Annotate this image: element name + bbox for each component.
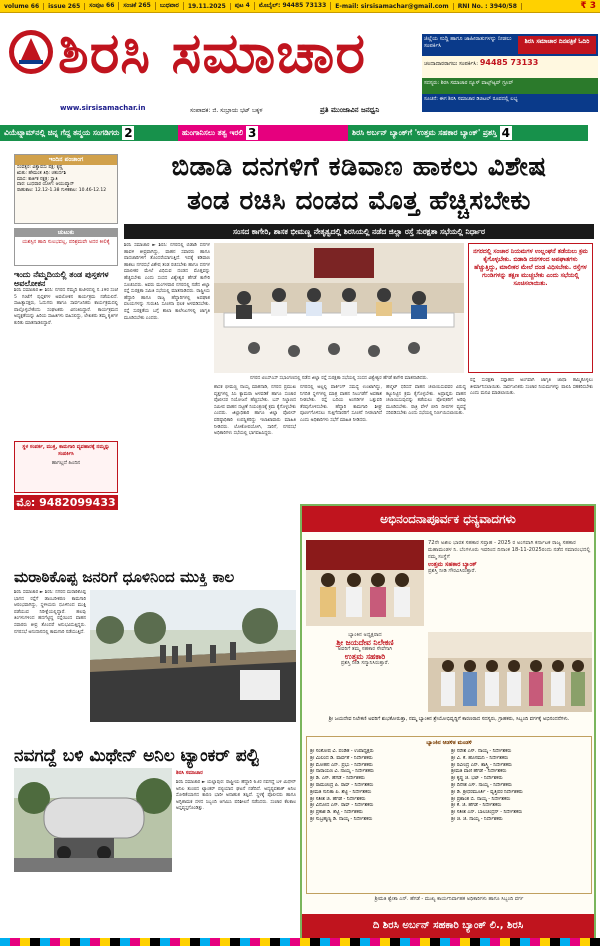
board-list-right [451, 749, 588, 824]
main-story-column-4: ಹೆಲ್ಮೆಟ್ ಧರಿಸದೆ ವಾಹನ ಚಲಾಯಿಸುವವರ ವಿರುದ್ಧ ಕಟ್ಟುನಿಟ್ಟಿನ ಕ್ರಮ ಕೈಗೊಳ್ಳಬೇಕು. ಅಪ್ರಾಪ್ತರು ವಾಹನ ಚಲಾಯಿಸುವುದನ್ನು ತಡೆಯಲು ಪೋಷಕರಿಗೆ ಅರಿವು ಮೂಡಿಸಬೇಕು. ರಾತ್ರಿ ವೇಳೆ ಬೀದಿ ದೀಪಗಳ ವ್ಯವಸ್ಥೆ ಸರಿಪಡಿಸಬೇಕು ಎಂದು ಸಭೆಯಲ್ಲಿ ನಿರ್ಣಯಿಸಲಾಯಿತು. [386, 385, 466, 417]
board-of-directors-list [306, 736, 592, 894]
tagline: ಪ್ರತಿ ಮುಂಜಾವಿನ ಜನಧ್ವನಿ [320, 106, 380, 114]
ad-text-1b: ಪ್ರಶಸ್ತಿ ನೀಡಿ ಗೌರವಿಸಿರುತ್ತಾರೆ. [428, 568, 477, 574]
subscribe-phone: 94485 73133 [479, 58, 539, 67]
mobile: ಮೊಬೈಲ್: 94485 73133 [259, 2, 331, 10]
list-item: ಶ್ರೀಮತಿ ವಾಣಿ ಹೆಗಡೆ - ನಿರ್ದೇಶಕರು [451, 769, 507, 775]
ad-award-1: ಉತ್ತಮ ಸಹಕಾರ ಬ್ಯಾಂಕ್ [428, 561, 477, 568]
ad-title: ಅಭಿನಂದನಾಪೂರ್ವಕ ಧನ್ಯವಾದಗಳು [302, 506, 594, 532]
sidebar-story-text: ಶಿರಸಿ ಸಮಾಚಾರ ► ಶಿರಸಿ: ನಗರದ ನೆಮ್ಮದಿ ಕುಟೀರದಲ್ಲಿ ನ.19ರ ಸಂಜೆ 5 ಗಂಟೆಗೆ ಪುಸ್ತಕಗಳ ಅವಲೋಕನ ಕಾರ್ಯಕ್ರಮ ನಡೆಯಲಿದೆ. ಸಾಹಿತ್ಯಾಸಕ್ತರು, ಓದುಗರು ಹಾಗೂ ಸಾರ್ವಜನಿಕರು ಕಾರ್ಯಕ್ರಮದಲ್ಲಿ ಪಾಲ್ಗೊಳ್ಳಬೇಕೆಂದು ಸಂಘಟಕರು ವಿನಂತಿಸಿದ್ದಾರೆ. ಕಾರ್ಯಕ್ರಮದ ಅಧ್ಯಕ್ಷತೆಯನ್ನು ಹಿರಿಯ ಸಾಹಿತಿಗಳು ವಹಿಸಲಿದ್ದು, ಲೇಖಕರು ತಮ್ಮ ಕೃತಿಗಳ ಕುರಿತು ಮಾತನಾಡಲಿದ್ದಾರೆ. [14, 288, 118, 326]
page-number: 2 [124, 126, 133, 140]
panchang-title: ಇಂದಿನ ಪಂಚಾಂಗ [15, 155, 117, 165]
list-item: ಶ್ರೀ ರವೀಂದ್ರ ಎನ್. ಶಾಸ್ತ್ರಿ - ನಿರ್ದೇಶಕರು [451, 762, 512, 768]
road-work-photo [90, 590, 296, 722]
main-subheadline: ಸಂಸದ ಕಾಗೇರಿ, ಶಾಸಕ ಭೀಮಣ್ಣ ನೇತೃತ್ವದಲ್ಲಿ ಶಿರಸಿಯಲ್ಲಿ ನಡೆದ ಜಿಲ್ಲಾ ರಸ್ತೆ ಸುರಕ್ಷತಾ ಸಭೆಯಲ್ಲಿ ನಿರ್ಧಾರ [124, 224, 594, 239]
rni: RNI No. : 3940/58 [458, 3, 522, 10]
bank-name-banner: ದಿ ಶಿರಸಿ ಅರ್ಬನ್ ಸಹಕಾರಿ ಬ್ಯಾಂಕ್ ಲಿ., ಶಿರಸಿ [302, 914, 594, 938]
award-ceremony-photo [306, 540, 424, 626]
index-bar [0, 125, 600, 141]
website-link[interactable]: www.sirsisamachar.in [60, 104, 146, 112]
list-item: ಶ್ರೀ ರಾಮಚಂದ್ರ ಪಿ. ರಾವ್ - ನಿರ್ದೇಶಕರು [310, 782, 374, 788]
story-3-headline: ನವಗದ್ದೆ ಬಳಿ ಮಿಥೇನ್ ಅನಿಲ ಟ್ಯಾಂಕರ್ ಪಲ್ಟಿ [14, 746, 259, 766]
list-item: ಶ್ರೀ ಜಿ. ಜಿ. ನಾಯ್ಕ - ನಿರ್ದೇಶಕರು [451, 816, 503, 822]
date: 19.11.2025 [188, 3, 231, 10]
byline-source: ಶಿರಸಿ ಸಮಾಚಾರ [176, 770, 203, 776]
list-item: ಶ್ರೀ ಸುಬ್ರಹ್ಮಣ್ಯ ಡಿ. ನಾಯ್ಕ - ನಿರ್ದೇಶಕರು [310, 816, 373, 822]
index-item-3[interactable] [348, 125, 588, 141]
list-item: ಶ್ರೀ ಡಿ. ಎಸ್. ಹೆಗಡೆ - ನಿರ್ದೇಶಕರು [310, 776, 365, 782]
day: ಬುಧವಾರ [160, 2, 184, 10]
ad-text-2b: ಅವರಿಗೆ ತಮ್ಮ ಸಹಕಾರ ಸೇವೆಗಾಗಿ [337, 646, 393, 652]
page-number: 4 [501, 126, 510, 140]
index-item-1[interactable] [0, 125, 178, 141]
list-item: ಶ್ರೀ ನರೇಶ ಎಸ್. ನಾಯ್ಕ - ನಿರ್ದೇಶಕರು [451, 749, 512, 754]
editor-line: ಸಂಪಾದಕ: ಜಿ. ಸುಬ್ರಾಯ ಭಟ್ ಬಕ್ಕಳ [190, 107, 263, 114]
story-3-byline [176, 770, 296, 776]
digital-note: ಸೂಚನೆ: ಈಗ ಶಿರಸಿ ಸಮಾಚಾರ ಡಿಜಿಟಲ್ ರೂಪದಲ್ಲಿ ಲಭ್ಯ [422, 94, 598, 112]
email: E-mail: sirsisamachar@gmail.com [335, 3, 453, 10]
ad-footer-text: ಶ್ರೀಮತಿ ಶ್ವೇತಾ ಎನ್. ಹೆಗಡೆ - ಮುಖ್ಯ ಕಾರ್ಯನಿರ್ವಾಹಕ ಅಧಿಕಾರಿಗಳು ಹಾಗೂ ಸಿಬ್ಬಂದಿ ವರ್ಗ [374, 896, 524, 902]
ad-thanks-line: ಶ್ರೀ ಜಯದೇವ ನಿಲೇಕಣಿ ಅವರಿಗೆ ಶುಭಕೋರುತ್ತಾ, ನಮ್ಮ ಬ್ಯಾಂಕಿನ ಶ್ರೇಯೋಭಿವೃದ್ಧಿಗೆ ಕಾರಣರಾದ ಸದಸ್ಯರು, ಗ್ರಾಹಕರು, ಸಿಬ್ಬಂದಿ ವರ್ಗಕ್ಕೆ ಅಭಿನಂದನೆಗಳು. [328, 716, 570, 722]
left-sidebar [14, 154, 118, 564]
list-item: ಶ್ರೀ ದಿನೇಶ ಎಸ್. ನಾಯ್ಕ - ನಿರ್ದೇಶಕರು [451, 782, 512, 788]
list-item: ಶ್ರೀ ಪ್ರಶಾಂತ ಬಿ. ನಾಯ್ಕ - ನಿರ್ದೇಶಕರು [451, 796, 511, 802]
story-2-text: ಶಿರಸಿ ಸಮಾಚಾರ ► ಶಿರಸಿ: ನಗರದ ಮರಾಠಿಕೊಪ್ಪ ಭಾಗದ ರಸ್ತೆಗೆ ಡಾಂಬರೀಕರಣ ಕಾಮಗಾರಿ ಆರಂಭವಾಗಿದ್ದು, ಸ್ಥಳೀಯರು ಧೂಳಿನಿಂದ ಮುಕ್ತಿ ಪಡೆಯುವ ನಿರೀಕ್ಷೆಯಲ್ಲಿದ್ದಾರೆ. ಹಲವು ತಿಂಗಳುಗಳಿಂದ ಹದಗೆಟ್ಟಿದ್ದ ರಸ್ತೆಯಿಂದ ವಾಹನ ಸವಾರರು ತೀವ್ರ ತೊಂದರೆ ಅನುಭವಿಸುತ್ತಿದ್ದರು. ನಗರಸಭೆ ಅನುದಾನದಲ್ಲಿ ಕಾಮಗಾರಿ ನಡೆಯುತ್ತಿದೆ. [14, 590, 86, 635]
classified-ad-phone: ಮೊ: 9482099433 [14, 495, 118, 510]
panchang-box [14, 154, 118, 224]
story-2-headline: ಮರಾಠಿಕೊಪ್ಪ ಜನರಿಗೆ ಧೂಳಿನಿಂದ ಮುಕ್ತಿ ಕಾಲ [14, 568, 235, 586]
volume: volume 66 [4, 3, 44, 10]
subscribe-text: ಚಂದಾದಾರರಾಗಲು ಸಂಪರ್ಕಿಸಿ: [424, 61, 479, 67]
main-headline-line-2: ತಂಡ ರಚಿಸಿ ದಂಡದ ಮೊತ್ತ ಹೆಚ್ಚಿಸಬೇಕು [187, 186, 531, 216]
print-color-strip [0, 938, 600, 946]
classified-ad-text: ಸ್ಥಳ ಸಂಪರ್ಕ, ಮುಕ್ತ, ಕಾಮಗಾರಿ ವ್ಯವಹಾರಕ್ಕೆ ನಮ್ಮನ್ನು ಸಂಪರ್ಕಿಸಿ [22, 444, 110, 457]
list-item: ಶ್ರೀ ಸತೀಶ ಜಿ. ಹೆಗಡೆ - ನಿರ್ದೇಶಕರು [310, 796, 366, 802]
list-item: ಶ್ರೀ ವಿನೋದ ಎಸ್. ರಾವ್ - ನಿರ್ದೇಶಕರು [310, 803, 374, 809]
list-item: ಶ್ರೀ ಮಿಲಿಂದ ಡಿ. ಪಾರ್ವತೆ - ನಿರ್ದೇಶಕರು [310, 755, 373, 761]
index-item-label: ವಿಯೆಟ್ನಾಮ್‌ನಲ್ಲಿ ಚಿನ್ನ ಗೆದ್ದ ತನ್ಮಯ ಸಂಗಡಿಗರು [4, 128, 120, 137]
price: ₹ 3 [580, 1, 596, 11]
list-item: ಶ್ರೀ ಕೃಷ್ಣ ಜಿ. ಭಟ್ - ನಿರ್ದೇಶಕರು [451, 776, 503, 782]
main-story-column-3: ನಗರದಲ್ಲಿ ಅಲ್ಲಲ್ಲಿ ಪಾರ್ಕಿಂಗ್ ಸಮಸ್ಯೆ ಉಂಟಾಗಿದ್ದು, ನಿಗದಿತ ಸ್ಥಳಗಳಲ್ಲಿ ಮಾತ್ರ ವಾಹನ ನಿಲುಗಡೆಗೆ ಅವಕಾಶ ನೀಡಬೇಕು. ರಸ್ತೆ ಬದಿಯ ಅಂಗಡಿಗಳ ಒತ್ತುವರಿ ತೆರವುಗೊಳಿಸಬೇಕು. ಹೆದ್ದಾರಿ ಕಾಮಗಾರಿ ಶೀಘ್ರ ಪೂರ್ಣಗೊಳಿಸಲು ಗುತ್ತಿಗೆದಾರರಿಗೆ ಸೂಚನೆ ನೀಡಲಾಗಿದೆ ಎಂದು ಅಧಿಕಾರಿಗಳು ಸಭೆಗೆ ಮಾಹಿತಿ ನೀಡಿದರು. [300, 385, 382, 423]
issue: issue 265 [48, 3, 85, 10]
masthead-promo-box [422, 34, 598, 120]
list-item: ಶ್ರೀ ಡಿ. ಶ್ರೀಧರಮೂರ್ತಿ - ವೃತ್ತಿಪರ ನಿರ್ದೇಶಕರು [451, 789, 523, 795]
newspaper-logo-icon [6, 22, 56, 82]
main-story-column-2: ಶಾಸಕ ಭೀಮಣ್ಣ ನಾಯ್ಕ ಮಾತನಾಡಿ, ನಗರದ ಪ್ರಮುಖ ವೃತ್ತಗಳಲ್ಲಿ ಸಿಸಿ ಕ್ಯಾಮರಾ ಅಳವಡಿಕೆ ಹಾಗೂ ಸಂಚಾರ ಪೊಲೀಸರ ನಿಯೋಜನೆ ಹೆಚ್ಚಿಸಬೇಕು. ಬಸ್ ನಿಲ್ದಾಣದ ಸಮೀಪ ವಾಹನ ದಟ್ಟಣೆ ನಿಯಂತ್ರಣಕ್ಕೆ ಕ್ರಮ ಕೈಗೊಳ್ಳಬೇಕು ಎಂದರು. ಜಿಲ್ಲಾಧಿಕಾರಿ ಹಾಗೂ ಜಿಲ್ಲಾ ಪೊಲೀಸ್ ವರಿಷ್ಠಾಧಿಕಾರಿ ಉಪಸ್ಥಿತರಿದ್ದು ಇಲಾಖಾವಾರು ಮಾಹಿತಿ ನೀಡಿದರು. ಲೋಕೋಪಯೋಗಿ, ಸಾರಿಗೆ, ನಗರಸಭೆ ಅಧಿಕಾರಿಗಳು ಸಭೆಯಲ್ಲಿ ಭಾಗವಹಿಸಿದ್ದರು. [214, 385, 296, 437]
index-item-2[interactable] [178, 125, 348, 141]
award-group-photo [428, 632, 592, 712]
list-item: ಶ್ರೀ ಕೆ. ಜಿ. ಹೆಗಡೆ - ನಿರ್ದೇಶಕರು [451, 803, 502, 809]
photo-caption: ನಗರದ ಟಿಎಸ್‌ಎಸ್ ಸಭಾಂಗಣದಲ್ಲಿ ನಡೆದ ಜಿಲ್ಲಾ ರಸ್ತೆ ಸುರಕ್ಷತಾ ಸಭೆಯಲ್ಲಿ ಸಂಸದ ವಿಶ್ವೇಶ್ವರ ಹೆಗಡೆ ಕಾಗೇರಿ ಮಾತನಾಡಿದರು. [250, 376, 428, 381]
list-item: ಶ್ರೀ ಪ್ರಕಾಶ ಡಿ. ಶೆಟ್ಟಿ - ನಿರ್ದೇಶಕರು [310, 810, 363, 816]
sanchike: ಸಂಚಿಕೆ 265 [123, 2, 155, 10]
list-item: ಶ್ರೀ ಸಂತೋಷ ವಿ. ಪಂಡಿತ - ಉಪಾಧ್ಯಕ್ಷರು [310, 749, 374, 754]
story-3-text: ಶಿರಸಿ ಸಮಾಚಾರ ► ಯಲ್ಲಾಪುರ: ರಾಷ್ಟ್ರೀಯ ಹೆದ್ದಾರಿ 63ರ ನವಗದ್ದೆ ಬಳಿ ಮಿಥೇನ್ ಅನಿಲ ತುಂಬಿದ ಟ್ಯಾಂಕರ್ ಪಲ್ಟಿಯಾದ ಘಟನೆ ನಡೆದಿದೆ. ಅದೃಷ್ಟವಶಾತ್ ಅನಿಲ ಸೋರಿಕೆಯಾಗದ ಕಾರಣ ಭಾರೀ ಅನಾಹುತ ತಪ್ಪಿದೆ. ಸ್ಥಳಕ್ಕೆ ಪೊಲೀಸರು ಹಾಗೂ ಅಗ್ನಿಶಾಮಕ ದಳದ ಸಿಬ್ಬಂದಿ ಆಗಮಿಸಿ ಪರಿಶೀಲನೆ ನಡೆಸಿದರು. ಸಂಚಾರ ಕೆಲಕಾಲ ಅಸ್ತವ್ಯಸ್ತಗೊಂಡಿತ್ತು. [176, 780, 296, 812]
panchang-row: ಋತು: ಹೇಮಂತ ತಿಥಿ: ಚತುರ್ದಶಿ [17, 170, 67, 176]
page-number: 3 [247, 126, 257, 140]
main-story-column-1: ಶಿರಸಿ ಸಮಾಚಾರ ► ಶಿರಸಿ: ನಗರದಲ್ಲಿ ಬಿಡಾಡಿ ದನಗಳ ಹಾವಳಿ ತೀವ್ರವಾಗಿದ್ದು, ವಾಹನ ಸವಾರರು ಹಾಗೂ ಪಾದಚಾರಿಗಳಿಗೆ ತೊಂದರೆಯಾಗುತ್ತಿದೆ. ಇದಕ್ಕೆ ಕಡಿವಾಣ ಹಾಕಲು ನಗರಸಭೆ ವಿಶೇಷ ತಂಡ ರಚಿಸಬೇಕು ಹಾಗೂ ದನಗಳ ಮಾಲೀಕರ ಮೇಲೆ ವಿಧಿಸುವ ದಂಡದ ಮೊತ್ತವನ್ನು ಹೆಚ್ಚಿಸಬೇಕು ಎಂದು ಸಂಸದ ವಿಶ್ವೇಶ್ವರ ಹೆಗಡೆ ಕಾಗೇರಿ ಸೂಚಿಸಿದರು. ಅವರು ಮಂಗಳವಾರ ನಗರದಲ್ಲಿ ನಡೆದ ಜಿಲ್ಲಾ ರಸ್ತೆ ಸುರಕ್ಷತಾ ಸಮಿತಿ ಸಭೆಯಲ್ಲಿ ಮಾತನಾಡಿದರು. ರಾಷ್ಟ್ರೀಯ ಹೆದ್ದಾರಿ ಹಾಗೂ ರಾಜ್ಯ ಹೆದ್ದಾರಿಗಳಲ್ಲಿ ಅಪಘಾತ ವಲಯಗಳನ್ನು ಗುರುತಿಸಿ ಸೂಚನಾ ಫಲಕ ಅಳವಡಿಸಬೇಕು. ರಸ್ತೆ ಸುರಕ್ಷತೆಯ ಬಗ್ಗೆ ಶಾಲಾ ಕಾಲೇಜುಗಳಲ್ಲಿ ಜಾಗೃತಿ ಮೂಡಿಸಬೇಕು ಎಂದರು. [124, 243, 210, 321]
main-headline [124, 150, 594, 222]
ad-text-1: 72ನೇ ಅಖಿಲ ಭಾರತ ಸಹಕಾರ ಸಪ್ತಾಹ - 2025 ರ ಅಂಗವಾಗಿ ಕರ್ನಾಟಕ ರಾಜ್ಯ ಸಹಕಾರ ಮಹಾಮಂಡಳ ನಿ. ಬೆಂಗಳೂರು ಇವರಿಂದ ದಿನಾಂಕ 18-11-2025ರಂದು ನಡೆದ ಸಮಾರಂಭದಲ್ಲಿ ನಮ್ಮ ಸಂಸ್ಥೆಗೆ [428, 540, 591, 560]
chutuku-box [14, 228, 118, 266]
index-item-label: ಹುಂಗಾನಿಸಲು ತತ್ವ ಇರಲಿ [182, 128, 244, 137]
promo-text: ಜಿಲ್ಲೆಯ ಸುದ್ದಿ ಹಾಗೂ ಜಾಹೀರಾತುಗಳನ್ನು ನೀಡಲು ಸಂಪರ್ಕಿಸಿ [424, 36, 512, 49]
chutuku-text: ಯಶಸ್ಸಿನ ಹಾದಿ ಸುಲಭವಲ್ಲ, ಪರಿಶ್ರಮವೇ ಅದರ ಕೀಲಿಕೈ [22, 239, 110, 245]
classified-ad-sub: ಹಾಗಲ್ಲದೆ ಹಿಂದಿನ [51, 460, 81, 466]
ad-text-block-2 [306, 632, 424, 712]
list-item: ಶ್ರೀ ಮೋಹನ ಎನ್. ಪ್ರಭು - ನಿರ್ದೇಶಕರು [310, 762, 373, 768]
index-item-label: ಶಿರಸಿ ಅರ್ಬನ್ ಬ್ಯಾಂಕ್‌ಗೆ 'ಉತ್ತಮ ಸಹಕಾರ ಬ್ಯಾಂಕ್' ಪ್ರಶಸ್ತಿ [352, 128, 497, 137]
story-2-text-cont [90, 726, 296, 740]
whatsapp-note: ಸದಸ್ಯರು: ಶಿರಸಿ ಸಮಾಚಾರ ನ್ಯೂಸ್ ವಾಟ್ಸ್ಆ್ಯಪ್ ಗ್ರೂಪ್ [422, 78, 598, 94]
newspaper-title: ಶಿರಸಿ ಸಮಾಚಾರ [58, 20, 366, 86]
story-3-text-cont [14, 876, 296, 936]
classified-ad [14, 441, 118, 493]
samputa: ಸಂಪುಟ 66 [89, 2, 119, 10]
highlight-text: ನಗರದಲ್ಲಿ ಸಂಚಾರ ನಿಯಮಗಳ ಉಲ್ಲಂಘನೆ ತಡೆಯಲು ಕ್ರಮ ಕೈಗೊಳ್ಳಬೇಕು. ಬಿಡಾಡಿ ದನಗಳಿಂದ ಅಪಘಾತಗಳು ಹೆಚ್ಚುತ್ತಿದ್ದು, ಮಾಲೀಕರ ಮೇಲೆ ದಂಡ ವಿಧಿಸಬೇಕು. ರಸ್ತೆಗಳ ಗುಂಡಿಗಳನ್ನು ತಕ್ಷಣ ಮುಚ್ಚಬೇಕು ಎಂದು ಸಭೆಯಲ್ಲಿ ಸೂಚಿಸಲಾಯಿತು. [473, 248, 588, 287]
main-headline-line-1: ಬಿಡಾಡಿ ದನಗಳಿಗೆ ಕಡಿವಾಣ ಹಾಕಲು ವಿಶೇಷ [171, 152, 547, 182]
list-item: ಶ್ರೀ ವಿ. ಕೆ. ಹೊಸಮನಿ - ನಿರ್ದೇಶಕರು [451, 755, 509, 761]
chutuku-title: ಚುಟುಕು [15, 229, 117, 237]
ad-text-2c: ಪ್ರಶಸ್ತಿ ನೀಡಿ ಸನ್ಮಾನಿಸಿರುತ್ತಾರೆ. [340, 660, 390, 666]
promo-highlight: ಶಿರಸಿ ಸಮಾಚಾರ ದಿನಪತ್ರಿಕೆ ಓದಿರಿ [518, 36, 596, 54]
ad-text-block-1 [428, 540, 592, 626]
list-item: ಶ್ರೀಮತಿ ಸುನಿತಾ ಪಿ. ಶೆಟ್ಟಿ - ನಿರ್ದೇಶಕರು [310, 789, 372, 795]
meeting-photo [214, 243, 464, 373]
ad-award-2: ಉತ್ತಮ ಸಹಕಾರಿ [344, 652, 386, 661]
list-item: ಶ್ರೀ ನಾರಾಯಣ ವಿ. ನಾಯ್ಕ - ನಿರ್ದೇಶಕರು [310, 769, 374, 775]
board-list-left [310, 749, 447, 824]
sidebar-story-headline: ಇಂದು ನೆಮ್ಮದಿಯಲ್ಲಿ ತಂಡ ಪುಸ್ತಕಗಳ ಅವಲೋಕನ [14, 270, 109, 288]
ad-person: ಶ್ರೀ ಜಯದೇವ ನಿಲೇಕಣಿ [336, 638, 394, 647]
tanker-accident-photo [14, 768, 172, 872]
panchang-row: ವಾರ: ಬುಧವಾರ ಯೋಗ: ಆಯುಷ್ಮಾನ್ [17, 182, 75, 188]
panchang-row: ಸಂವತ್ಸರ: ವಿಶ್ವಾವಸು ಪಕ್ಷ: ಕೃಷ್ಣ [17, 165, 63, 170]
pages: ಪುಟ 4 [235, 2, 255, 10]
list-item: ಶ್ರೀ ಸತೀಶ ಎನ್. ಬಾಲಚಂದ್ರನ್ - ನಿರ್ದೇಶಕರು [451, 810, 523, 816]
panchang-row: ಮಾಸ: ಕಾರ್ತಿಕ ನಕ್ಷತ್ರ: ಸ್ವಾತಿ [17, 176, 58, 182]
main-story-column-5: ರಸ್ತೆ ಸುರಕ್ಷತಾ ಸಪ್ತಾಹದ ಅಂಗವಾಗಿ ಜಾಗೃತಿ ಜಾಥಾ ಹಮ್ಮಿಕೊಳ್ಳಲು ತೀರ್ಮಾನಿಸಲಾಯಿತು. ಸಾರ್ವಜನಿಕರು ಸಂಚಾರ ನಿಯಮಗಳನ್ನು ಪಾಲಿಸಿ ಸಹಕರಿಸಬೇಕು ಎಂದು ಮನವಿ ಮಾಡಲಾಯಿತು. [470, 378, 593, 397]
ad-text-2a: ಬ್ಯಾಂಕಿನ ಅಧ್ಯಕ್ಷರಾದ [348, 632, 382, 638]
board-list-heading: ಬ್ಯಾಂಕಿನ ಆಡಳಿತ ಮಂಡಳಿ [426, 740, 472, 746]
panchang-row: ರಾಹುಕಾಲ: 12.12-1.38 ಗುಳಿಕಕಾಲ: 10.46-12.12 [17, 188, 107, 194]
top-info-strip [0, 0, 600, 13]
highlight-box [468, 243, 593, 373]
